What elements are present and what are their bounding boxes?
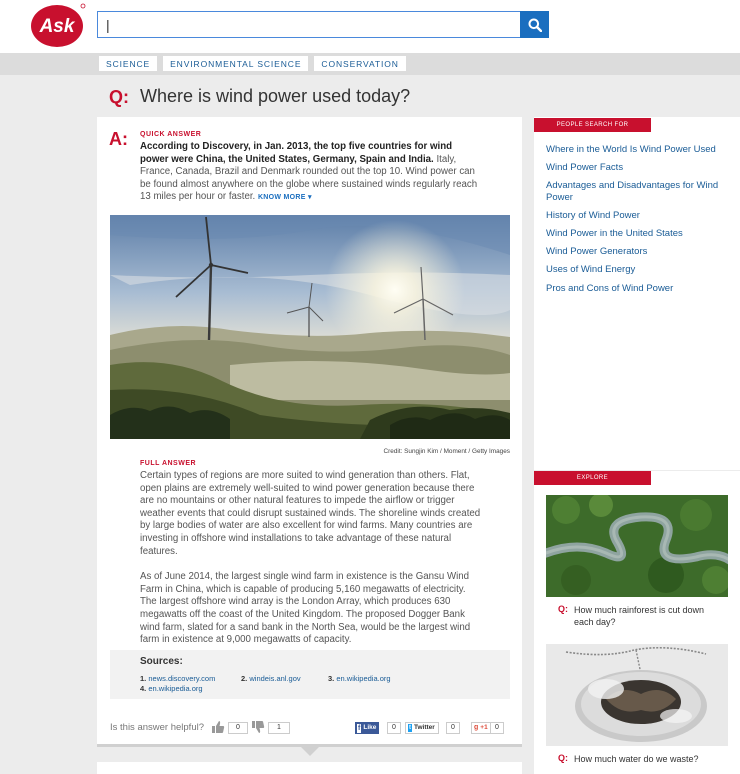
related-search-link[interactable]: Where in the World Is Wind Power Used bbox=[546, 144, 716, 155]
next-answer-card bbox=[97, 762, 522, 774]
photo-credit: Credit: Sungjin Kim / Moment / Getty Images bbox=[383, 448, 510, 455]
explore-question-marker: Q: bbox=[558, 753, 568, 763]
ask-logo[interactable] bbox=[30, 2, 88, 48]
source-text: news.discovery.com bbox=[148, 674, 216, 683]
question-marker: Q: bbox=[109, 87, 129, 107]
search-icon bbox=[528, 18, 542, 32]
source-link[interactable] bbox=[140, 684, 203, 693]
quick-answer-rest: Italy, France, Canada, Brazil and Denmark rounded out the top 10. Wind power can be found almost anywhere on the globe where sustained winds regularly reach 13 miles per hour or faster. bbox=[140, 153, 478, 203]
svg-text:Ask: Ask bbox=[39, 16, 75, 37]
twitter-count: 0 bbox=[446, 722, 460, 734]
google-plus-button[interactable] bbox=[471, 722, 492, 734]
facebook-like-button[interactable] bbox=[355, 722, 379, 734]
related-search-link[interactable]: Wind Power Generators bbox=[546, 246, 648, 257]
full-answer-paragraph: Certain types of regions are more suited to wind generation than others. Flat, open plains are extremely well-suited to wind power generation because there are no mountains or other natural features to impede the airflow or trigger weather events that could disrupt sustained winds. The shoreline winds created by large bodies of water are also excellent for wind farms. Many countries are investing in offshore wind installations to take advantage of these natural features. bbox=[140, 470, 481, 557]
google-plus-icon: g bbox=[474, 724, 479, 731]
wind-turbines-illustration bbox=[110, 215, 510, 439]
related-search-link[interactable]: Uses of Wind Energy bbox=[546, 264, 636, 275]
twitter-icon: t bbox=[409, 725, 411, 731]
source-number: 4. bbox=[140, 684, 147, 693]
breadcrumb-band bbox=[0, 53, 740, 75]
rainforest-river-image[interactable] bbox=[546, 495, 728, 597]
answer-marker: A: bbox=[109, 129, 128, 149]
thumbs-up-count: 0 bbox=[228, 722, 248, 734]
full-answer-paragraph: As of June 2014, the largest single wind farm in existence is the Gansu Wind Farm in China, which is capable of producing 5,160 megawatts of electricity. The largest offshore wind array is the London Array, which produces 630 megawatts off the coast of the United Kingdom. The proposed Dogger Bank wind farm, slated for a sand bank in the North Sea, would be the largest wind farm in existence at 9,000 megawatts of capacity. bbox=[140, 571, 471, 646]
search-input[interactable] bbox=[97, 11, 521, 38]
thumbs-down-icon[interactable] bbox=[251, 720, 265, 734]
source-number: 3. bbox=[328, 674, 335, 683]
sources-title: Sources: bbox=[140, 656, 183, 667]
helpful-question: Is this answer helpful? bbox=[110, 722, 204, 733]
explore-tag: EXPLORE bbox=[534, 471, 651, 485]
explore-question-link[interactable]: How much water do we waste? bbox=[574, 754, 699, 764]
full-answer-text bbox=[140, 470, 484, 660]
breadcrumb bbox=[99, 56, 406, 71]
full-answer-label: FULL ANSWER bbox=[140, 460, 197, 467]
breadcrumb-conservation[interactable]: CONSERVATION bbox=[314, 56, 405, 71]
thumbs-down-count: 1 bbox=[268, 722, 290, 734]
related-search-link[interactable]: History of Wind Power bbox=[546, 210, 640, 221]
related-search-link[interactable]: Wind Power Facts bbox=[546, 162, 624, 173]
related-search-link[interactable]: Advantages and Disadvantages for Wind Power bbox=[546, 180, 719, 203]
water-droplet-pendant-illustration bbox=[546, 644, 728, 746]
quick-answer-lead: According to Discovery, in Jan. 2013, the top five countries for wind power were China, the United States, Germany, Spain and India. bbox=[140, 141, 453, 165]
google-plus-count: 0 bbox=[490, 722, 504, 734]
know-more-label: KNOW MORE bbox=[257, 194, 306, 202]
source-number: 2. bbox=[241, 674, 248, 683]
source-link[interactable] bbox=[241, 674, 301, 683]
quick-answer-label: QUICK ANSWER bbox=[140, 131, 202, 138]
water-droplet-pendant-image[interactable] bbox=[546, 644, 728, 746]
people-search-tag: PEOPLE SEARCH FOR bbox=[534, 118, 651, 132]
google-plus-label: +1 bbox=[480, 724, 488, 731]
explore-question-marker: Q: bbox=[558, 604, 568, 614]
chevron-down-icon: ▾ bbox=[308, 194, 312, 202]
related-search-link[interactable]: Pros and Cons of Wind Power bbox=[546, 283, 674, 294]
source-link[interactable] bbox=[140, 674, 215, 683]
source-text: en.wikipedia.org bbox=[336, 674, 391, 683]
twitter-label: Twitter bbox=[414, 724, 435, 731]
sources-box bbox=[110, 650, 510, 699]
twitter-button[interactable] bbox=[405, 722, 439, 734]
breadcrumb-science[interactable]: SCIENCE bbox=[99, 56, 157, 71]
search-button[interactable] bbox=[520, 11, 549, 38]
quick-answer-text bbox=[140, 141, 482, 205]
facebook-icon: f bbox=[358, 724, 361, 732]
rainforest-river-illustration bbox=[546, 495, 728, 597]
explore-question-link[interactable]: How much rainforest is cut down each day? bbox=[574, 605, 705, 627]
know-more-link[interactable] bbox=[258, 194, 312, 201]
page-title: Where is wind power used today? bbox=[140, 86, 411, 106]
thumbs-up-icon[interactable] bbox=[211, 720, 225, 734]
like-label: Like bbox=[363, 724, 377, 731]
source-text: en.wikipedia.org bbox=[148, 684, 203, 693]
source-text: windeis.anl.gov bbox=[249, 674, 301, 683]
like-count: 0 bbox=[387, 722, 401, 734]
expand-caret-icon[interactable] bbox=[301, 747, 319, 756]
wind-turbines-photo bbox=[110, 215, 510, 439]
source-link[interactable] bbox=[328, 674, 391, 683]
breadcrumb-environmental-science[interactable]: ENVIRONMENTAL SCIENCE bbox=[163, 56, 308, 71]
source-number: 1. bbox=[140, 674, 147, 683]
header bbox=[0, 0, 740, 53]
related-search-link[interactable]: Wind Power in the United States bbox=[546, 228, 683, 239]
